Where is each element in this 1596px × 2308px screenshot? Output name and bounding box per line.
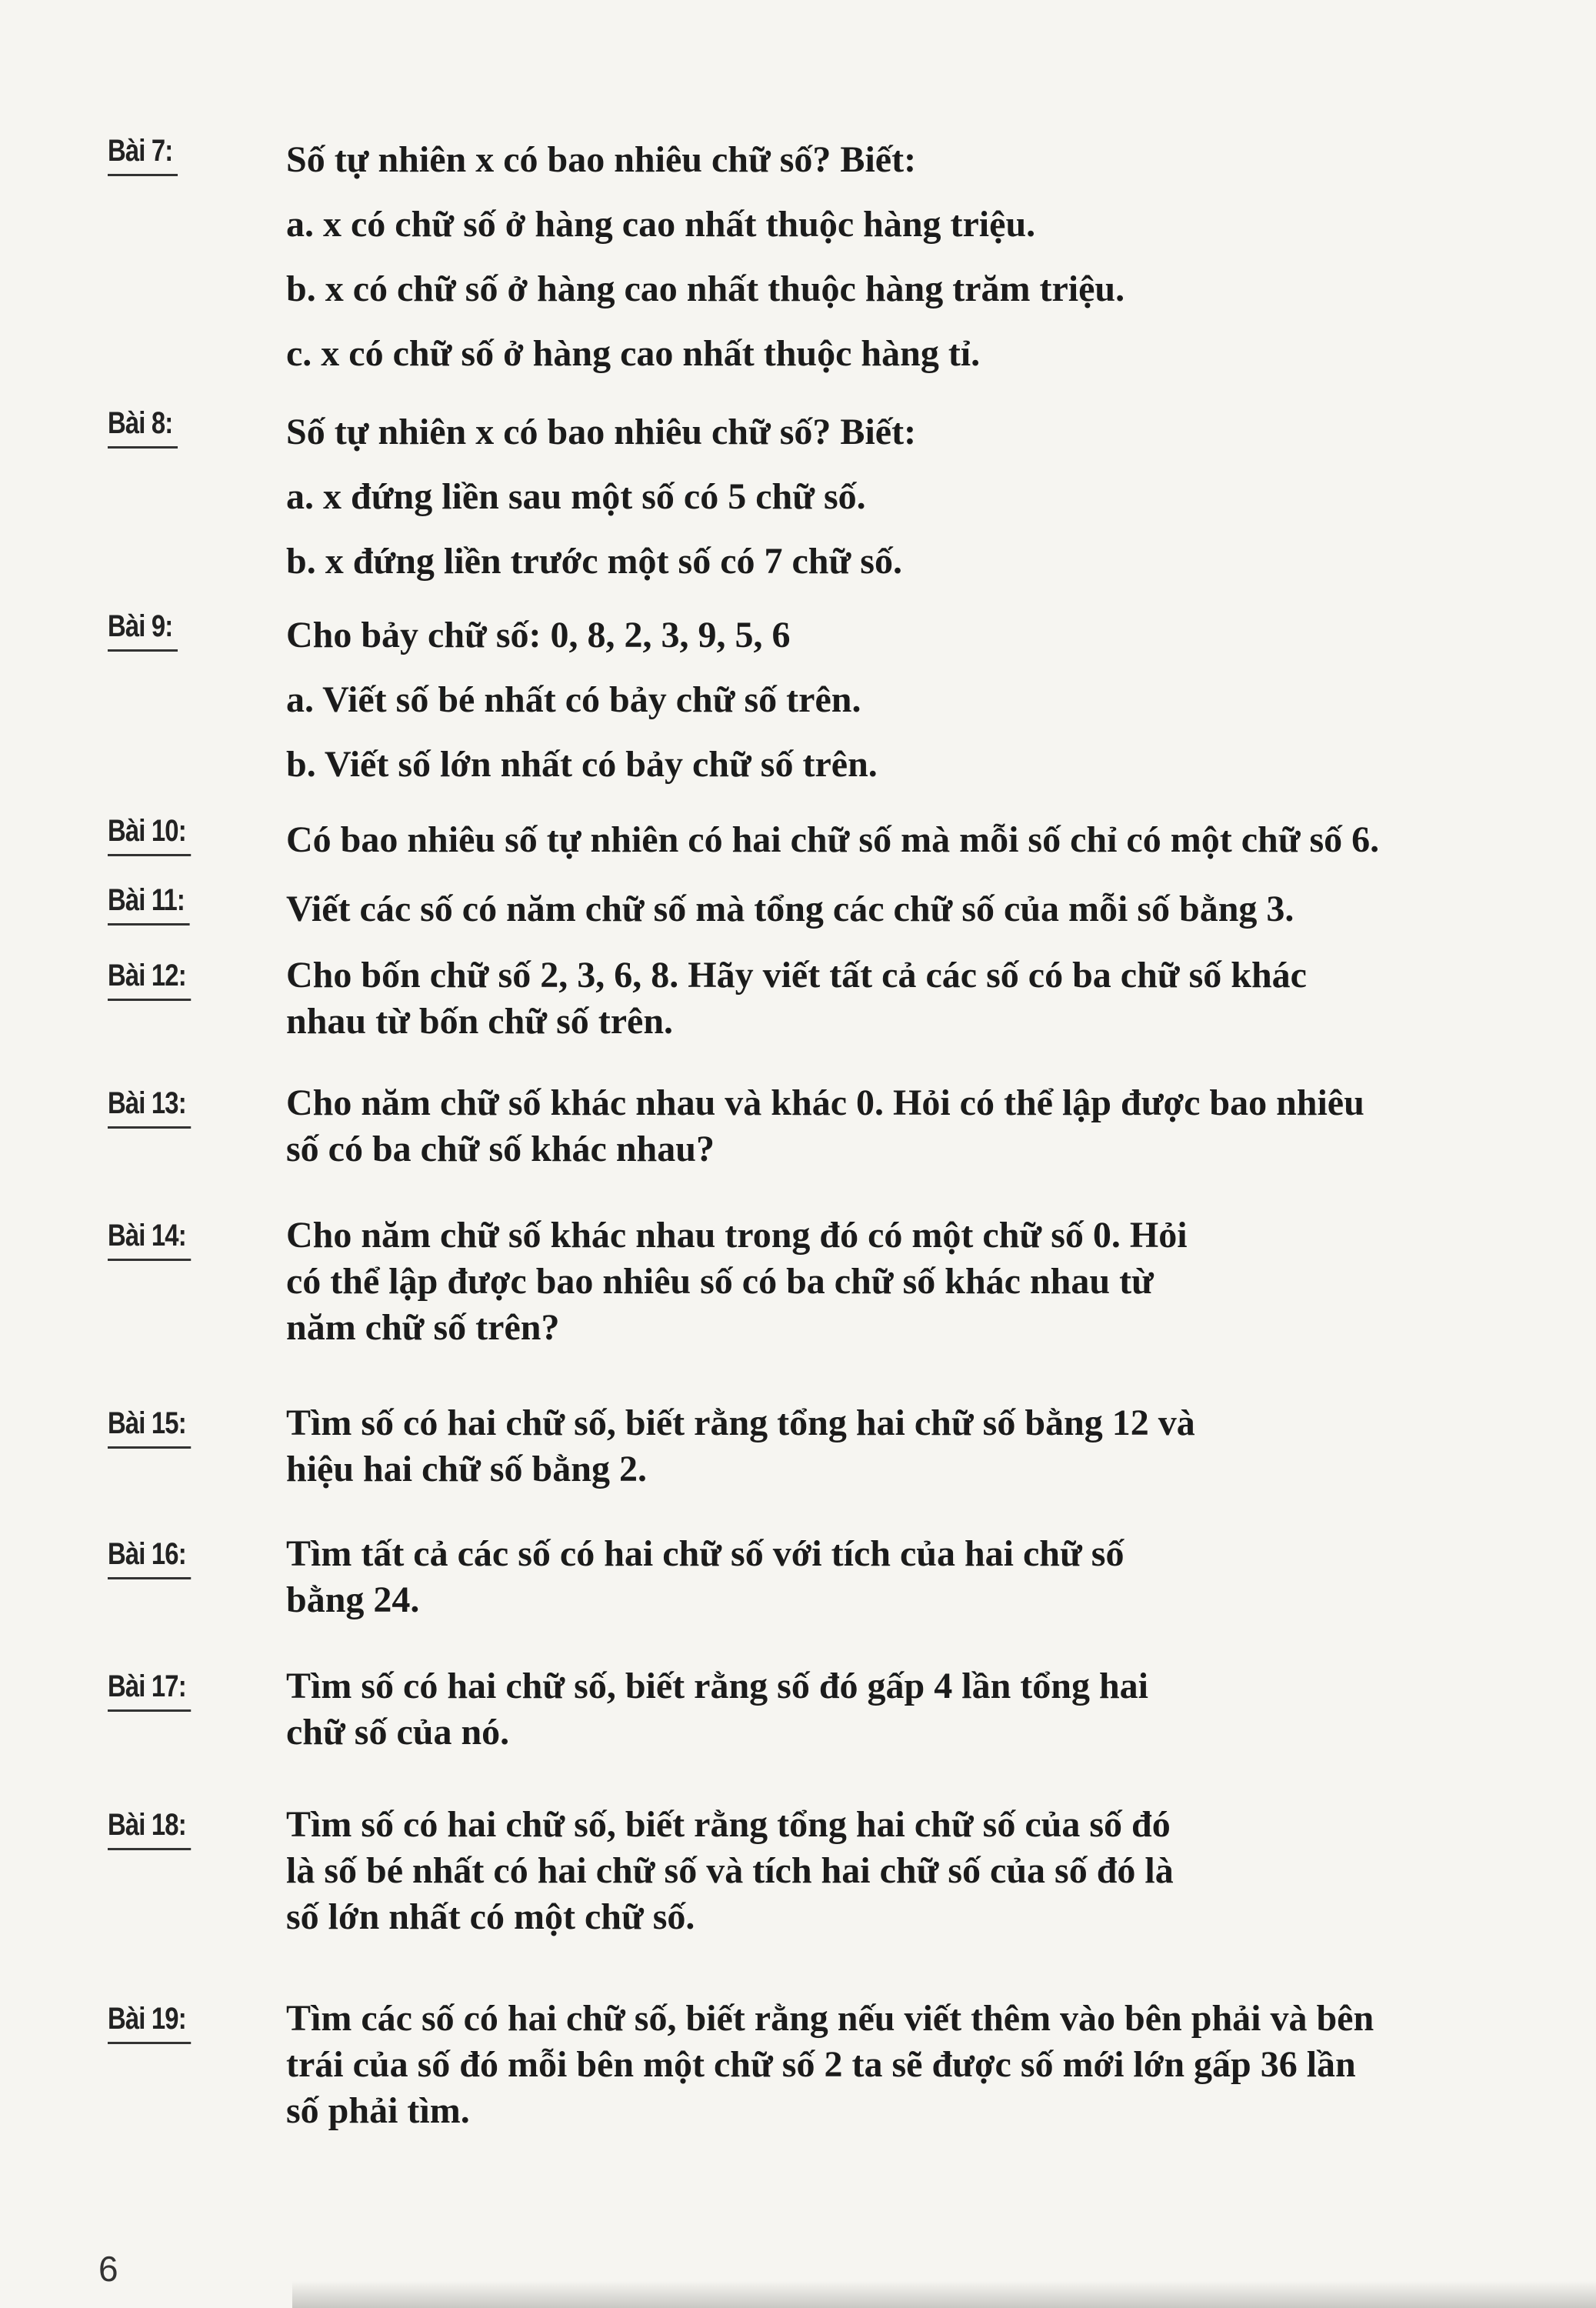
exercise-body	[286, 128, 1558, 386]
exercise-line: có thể lập được bao nhiêu số có ba chữ số khác nhau từ	[286, 1261, 1154, 1302]
exercise-label: Bài 11:	[108, 883, 185, 917]
exercise-line: nhau từ bốn chữ số trên.	[286, 1001, 674, 1042]
exercise-label: Bài 17:	[108, 1669, 186, 1703]
exercise-line: c. x có chữ số ở hàng cao nhất thuộc hàng tỉ.	[286, 333, 981, 374]
exercise-label: Bài 12:	[108, 959, 186, 992]
exercise-line: b. x có chữ số ở hàng cao nhất thuộc hàng trăm triệu.	[286, 268, 1125, 309]
exercise-line: Tìm số có hai chữ số, biết rằng số đó gấp 4 lần tổng hai	[286, 1666, 1148, 1706]
exercise-line: Cho bảy chữ số: 0, 8, 2, 3, 9, 5, 6	[286, 615, 791, 655]
exercise-line: Tìm số có hai chữ số, biết rằng tổng hai chữ số của số đó	[286, 1804, 1171, 1845]
exercise-line: chữ số của nó.	[286, 1712, 510, 1753]
exercise-label: Bài 7:	[108, 134, 173, 168]
exercise-line: b. Viết số lớn nhất có bảy chữ số trên.	[286, 744, 878, 785]
exercise-label: Bài 10:	[108, 814, 186, 848]
exercise-label: Bài 16:	[108, 1537, 186, 1571]
exercise-line: a. Viết số bé nhất có bảy chữ số trên.	[286, 679, 861, 720]
exercise-body	[286, 952, 1558, 1045]
exercise-body	[286, 1400, 1558, 1493]
exercise-line: năm chữ số trên?	[286, 1307, 560, 1348]
exercise-line: số lớn nhất có một chữ số.	[286, 1896, 695, 1937]
exercise-body	[286, 808, 1558, 872]
page-number: 6	[98, 2249, 118, 2289]
exercise-line: số có ba chữ số khác nhau?	[286, 1129, 715, 1169]
exercise-line: Có bao nhiêu số tự nhiên có hai chữ số mà mỗi số chỉ có một chữ số 6.	[286, 819, 1380, 860]
exercise-line: Số tự nhiên x có bao nhiêu chữ số? Biết:	[286, 412, 917, 452]
exercise-line: b. x đứng liền trước một số có 7 chữ số.	[286, 541, 902, 582]
exercise-body	[286, 877, 1558, 942]
exercise-line: Cho bốn chữ số 2, 3, 6, 8. Hãy viết tất cả các số có ba chữ số khác	[286, 955, 1307, 996]
exercise-line: Tìm số có hai chữ số, biết rằng tổng hai chữ số bằng 12 và	[286, 1402, 1195, 1443]
exercise-line: Cho năm chữ số khác nhau trong đó có một chữ số 0. Hỏi	[286, 1215, 1188, 1256]
exercise-body	[286, 1080, 1558, 1172]
exercise-body	[286, 1212, 1558, 1351]
exercise-line: a. x đứng liền sau một số có 5 chữ số.	[286, 476, 866, 517]
exercise-label: Bài 8:	[108, 406, 173, 440]
exercise-line: là số bé nhất có hai chữ số và tích hai chữ số của số đó là	[286, 1850, 1174, 1891]
exercise-label: Bài 18:	[108, 1808, 186, 1842]
exercise-label: Bài 15:	[108, 1406, 186, 1440]
exercise-body	[286, 603, 1558, 797]
exercise-line: trái của số đó mỗi bên một chữ số 2 ta sẽ được số mới lớn gấp 36 lần	[286, 2044, 1356, 2085]
exercise-label: Bài 19:	[108, 2002, 186, 2036]
page-edge-shadow	[292, 2281, 1596, 2308]
exercise-line: bằng 24.	[286, 1579, 420, 1620]
exercise-label: Bài 14:	[108, 1219, 186, 1252]
exercise-line: hiệu hai chữ số bằng 2.	[286, 1449, 647, 1489]
exercise-label: Bài 9:	[108, 609, 173, 643]
exercise-line: Viết các số có năm chữ số mà tổng các chữ số của mỗi số bằng 3.	[286, 889, 1294, 929]
exercise-line: Số tự nhiên x có bao nhiêu chữ số? Biết:	[286, 139, 917, 180]
exercise-line: Tìm tất cả các số có hai chữ số với tích của hai chữ số	[286, 1533, 1125, 1574]
exercise-line: số phải tìm.	[286, 2090, 470, 2131]
exercise-body	[286, 1802, 1558, 1940]
exercise-line: Tìm các số có hai chữ số, biết rằng nếu viết thêm vào bên phải và bên	[286, 1998, 1374, 2039]
exercise-line: Cho năm chữ số khác nhau và khác 0. Hỏi có thể lập được bao nhiêu	[286, 1082, 1364, 1123]
exercise-body	[286, 1996, 1558, 2134]
exercise-label: Bài 13:	[108, 1086, 186, 1120]
exercise-line: a. x có chữ số ở hàng cao nhất thuộc hàng triệu.	[286, 204, 1036, 245]
exercise-body	[286, 400, 1558, 594]
exercise-body	[286, 1663, 1558, 1756]
exercise-body	[286, 1531, 1558, 1623]
